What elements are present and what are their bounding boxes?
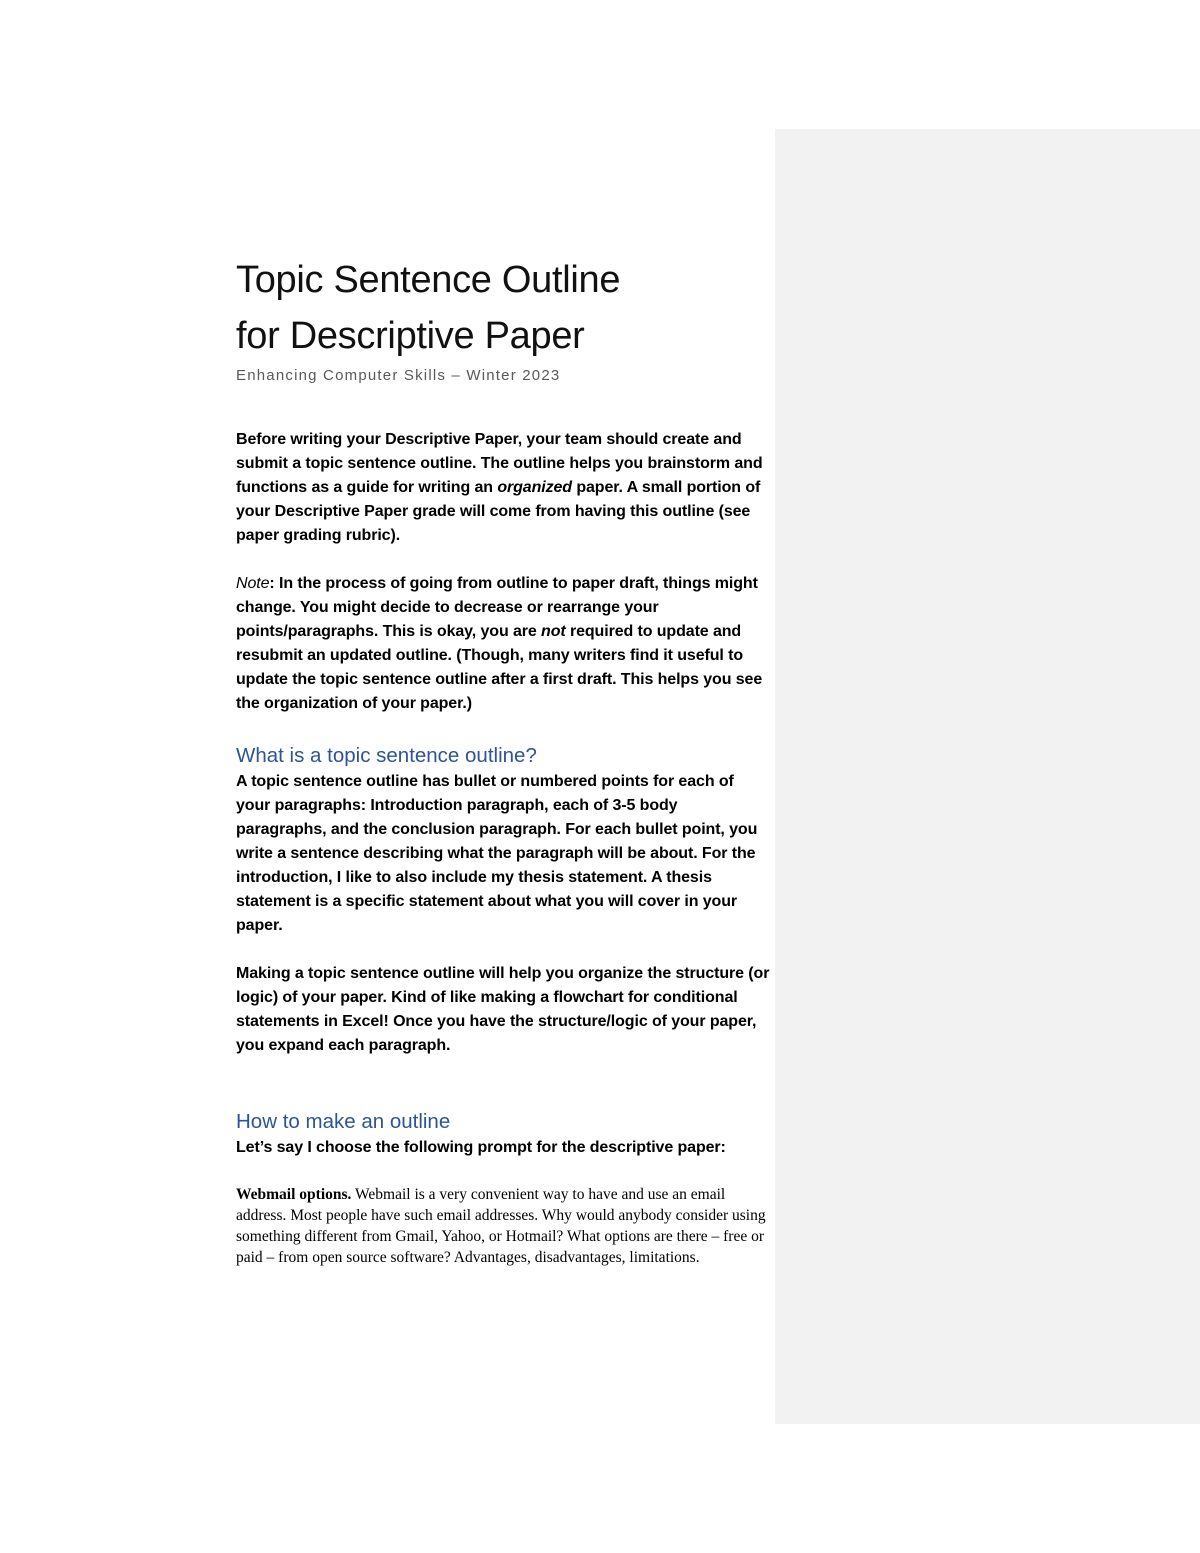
note-label: Note [236,575,270,592]
prompt-title: Webmail options. [236,1186,352,1203]
note-italic: not [541,623,566,640]
section-heading-how-to: How to make an outline [236,1110,451,1133]
title-line-2: for Descriptive Paper [236,315,585,357]
intro-paragraph [236,428,770,548]
section1-paragraph-1: A topic sentence outline has bullet or numbered points for each of your paragraphs: Introduction paragraph, each of 3-5 body paragraphs, and the conclusion paragraph. For each bullet point, you write a sentence describing what the paragraph will be about. For the introduction, I like to also include my thesis statement. A thesis statement is a specific statement about what you will cover in your paper. [236,773,758,934]
title-line-1: Topic Sentence Outline [236,259,621,301]
intro-italic: organized [497,479,572,496]
spacer [236,1082,770,1106]
section2-lead: Let’s say I choose the following prompt for the descriptive paper: [236,1139,726,1156]
section-heading-what-is: What is a topic sentence outline? [236,744,537,767]
document-subtitle: Enhancing Computer Skills – Winter 2023 [236,367,561,384]
prompt-paragraph [236,1184,770,1268]
note-text-1: : In the process of going from outline to paper draft, things might change. You might decide to decrease or rearrange your points/paragraphs. This is okay, you are [236,575,758,640]
document-title [236,252,770,364]
note-text-2: required to update and resubmit an updated outline. (Though, many writers find it useful to update the topic sentence outline after a first draft. This helps you see the organization of your paper.) [236,623,763,712]
intro-text-2: paper. A small portion of your Descriptive Paper grade will come from having this outline (see paper grading rubric). [236,479,761,544]
intro-text-1: Before writing your Descriptive Paper, your team should create and submit a topic sentence outline. The outline helps you brainstorm and functions as a guide for writing an [236,431,763,496]
comment-margin-panel [775,129,1200,1424]
document-body [236,252,770,1268]
prompt-text: Webmail is a very convenient way to have and use an email address. Most people have such email addresses. Why would anybody consider using something different from Gmail, Yahoo, or Hotmail? What options are there – free or paid – from open source software? Advantages, disadvantages, limitations. [236,1186,766,1266]
note-paragraph [236,572,770,716]
section1-paragraph-2: Making a topic sentence outline will help you organize the structure (or logic) of your paper. Kind of like making a flowchart for conditional statements in Excel! Once you have the structure/logic of your paper, you expand each paragraph. [236,965,770,1054]
